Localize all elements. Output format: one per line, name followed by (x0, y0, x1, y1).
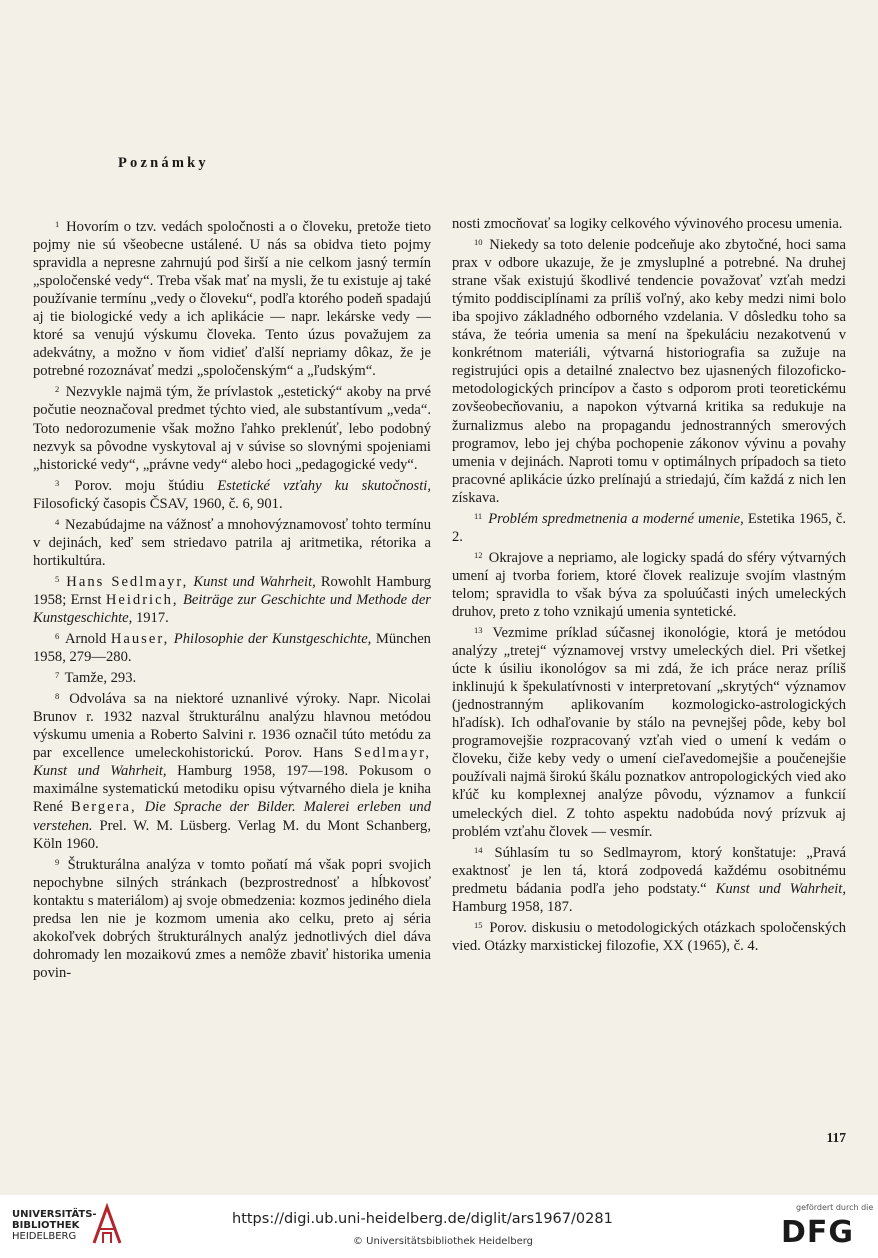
footnote-number: 8 (55, 691, 60, 702)
footnote-title-italic: Estetické vzťahy ku skutočnosti, (217, 477, 431, 494)
footnote-title-italic: Die Sprache der Bilder. Malerei erleben und verstehen. (33, 799, 431, 834)
footnote-title-italic: Beiträge zur Geschichte und Methode der Kunstgeschichte, (33, 591, 431, 626)
footnote (33, 215, 431, 380)
footnote (33, 627, 431, 666)
footnote-number: 11 (474, 510, 483, 521)
footnote (33, 570, 431, 627)
footnote-text: Nezabúdajme na vážnosť a mnohovýznamovosť tohto termínu v dejinách, keď sem striedavo patrila aj aritmetika, rétorika a hortikultúra. (33, 516, 431, 569)
footnote-text: nosti zmocňovať sa logiky celkového vývinového procesu umenia. (452, 216, 843, 232)
viewer-footer (0, 1195, 878, 1258)
footnote-author-spaced: Hauser, (110, 631, 170, 648)
page-number: 117 (826, 1130, 846, 1145)
footnote-text: Niekedy sa toto delenie podceňuje ako zbytočné, hoci sama prax v odbore ukazuje, že je zmysluplné a potrebné. Na druhej strane však existujú škodlivé tendencie považovať vzťah medzi týmito poddisciplínami za príliš voľný, ako keby medzi nimi bolo iba spojivo základného odborného vzdelania. V dôsledku toho sa stáva, že teória umenia sa mení na špekuláciu nezakotvenú v konkrétnom materiáli, výtvarná historiografia sa zužuje na registrujúci opis a detailné znalectvo bez ujasnených filozoficko-metodologických princípov a často s odporom proti teoretickému zovšeobecňovaniu, a napokon výtvarná kritika sa redukuje na žurnalizmus alebo na propagandu jednostranných smerových programov, lebo jej chýba pochopenie zákonov vývinu a povahy umenia v dejinách. Naproti tomu v optimálnych prípadoch sa tieto pracovné aplikácie úzko prelínajú a striedajú, čím každá z nich len získava. (452, 237, 846, 506)
footnote-text: Hamburg 1958, 187. (452, 898, 573, 915)
footnote-text: Štrukturálna analýza v tomto poňatí má však popri svojich nepochybne silných stránkach (bezprostrednosť a hĺbkovosť kontaktu s materiálom) aj svoje obmedzenia: kozmos jediného diela predsa len nie je kozmom umenia ako celku, preto aj séria akokoľvek dobrých štrukturálnych analýz jednotlivých diel dáva dohromady len mozaikovú zmes a nemôže zbaviť historika umenia povin- (33, 856, 431, 981)
footnote-text: Hovorím o tzv. vedách spoločnosti a o človeku, pretože tieto pojmy nie sú všeobecne ustálené. U nás sa obidva tieto pojmy spravidla a nepresne zahrnujú pod širší a nie celkom jasný termín „spoločenské vedy“. Treba však mať na mysli, že tu existuje aj také používanie termínu „vedy o človeku“, podľa ktorého podeň spadajú aj tie biologické vedy a ich aplikácie — napr. lekárske vedy — ktoré sa venujú výskumu človeka. Tento úzus považujem za adekvátny, a možno v ňom vidieť ďalší nepriamy dôkaz, že je potrebné rozoznávať medzi „spoločenským“ a „ľudským“. (33, 219, 431, 380)
footnote-title-italic: Philosophie der Kunstgeschichte, (173, 631, 372, 648)
footnote-title-italic: Problém spredmetnenia a moderné umenie, (488, 510, 744, 527)
library-name-line3: HEIDELBERG (12, 1231, 77, 1242)
library-emblem-icon (90, 1203, 124, 1247)
footnote-text: Vezmime príklad súčasnej ikonológie, ktorá je metódou analýzy „tretej“ významovej vrstvy umeleckých diel. Pri všetkej úcte k úsiliu ikonológov sa mi zdá, že ich práce neraz príliš inklinujú k špekulatívnosti v interpretovaní „skrytých“ významov (jednostranným aplikovaním kozmologicko-astrologických hľadísk). Ich odhaľovanie by stálo na pevnejšej pôde, keby bol programovejšie rozpracovaný vzťah vied o umení k vedám o človeku, čiže keby vedy o umení cieľavedomejšie a poučenejšie používali najmä širokú škálu poznatkov antropologických vied ako kľúč ku komplexnej analýze pôvodu, významov a funkcií umeleckých diel. Z tohto aspektu nadobúda nový prízvuk aj problém vzťahu človek — vesmír. (452, 625, 846, 840)
footnote-text: Nezvykle najmä tým, že prívlastok „estetický“ akoby na prvé počutie neoznačoval predmet týchto vied, ale substantívum „veda“. Toto nedorozumenie však možno ľahko preklenúť, lebo podobný nezvyk sa pôvodne vyskytoval aj v súvise so slovnými spojeniami „historické vedy“, „právne vedy“ alebo hoci „pedagogické vedy“. (33, 384, 431, 473)
footnote-number: 14 (474, 844, 483, 855)
footnote-number: 12 (474, 549, 483, 560)
footnote-author-spaced: Bergera, (71, 799, 137, 816)
permalink-url[interactable]: https://digi.ub.uni-heidelberg.de/diglit/ars1967/0281 (232, 1211, 613, 1227)
footnote-text: Porov. moju štúdiu (61, 477, 218, 494)
footnote-number: 3 (55, 477, 60, 488)
footnote-number: 2 (55, 384, 60, 395)
footnote-text: Prel. W. M. Lüsberg. Verlag M. du Mont Schanberg, Köln 1960. (33, 817, 431, 852)
footnote-text (137, 799, 145, 815)
footnote-text: Okrajove a nepriamo, ale logicky spadá do sféry výtvarných umení aj tvorba foriem, ktoré človek realizuje svojím vlastným telom; spravidla to však býva za spoluúčasti iných umeleckých druhov, preto z toho vznikajú umenia syntetické. (452, 549, 846, 620)
footnote-text: Hamburg 1958, 197—198. Pokusom o maximálne systematickú metodiku opisu výtvarného diela je kniha René (33, 763, 432, 816)
footnote (33, 380, 431, 473)
footnote-number: 4 (55, 516, 60, 527)
footnote-number: 13 (474, 625, 483, 636)
footnote-text: Súhlasím tu so Sedlmayrom, ktorý konštatuje: „Pravá exaktnosť je len tá, ktorá zodpovedá každému osobitnému predmetu bádania podľa jeho podstaty.“ (452, 844, 846, 897)
footnote-title-italic: Kunst und Wahrheit, (33, 763, 167, 780)
dfg-logo[interactable]: DFG (781, 1215, 855, 1250)
footnote (33, 474, 431, 513)
library-name-line2: BIBLIOTHEK (12, 1220, 80, 1231)
footnote (452, 546, 846, 621)
footnote-text: Tamže, 293. (61, 670, 137, 687)
footnote-number: 7 (55, 670, 60, 681)
footnote-number: 10 (474, 237, 483, 248)
footnote (452, 507, 846, 546)
footnote-number: 5 (55, 573, 60, 584)
footnote (33, 687, 431, 852)
footnotes-right-column (452, 215, 846, 955)
footnote-text: Arnold (61, 631, 111, 648)
footnote-title-italic: Kunst und Wahrheit, (193, 573, 316, 590)
footnote-title-italic: Kunst und Wahrheit, (715, 880, 846, 897)
footnote (452, 215, 846, 233)
page-heading: Poznámky (118, 155, 209, 171)
footnote (452, 621, 846, 841)
footnote-number: 1 (55, 219, 60, 229)
footnote-number: 9 (55, 856, 60, 867)
footnote-number: 15 (474, 919, 483, 930)
library-name-line1: UNIVERSITÄTS- (12, 1209, 97, 1220)
footnote-text: Porov. diskusiu o metodologických otázkach spoločenských vied. Otázky marxistickej filozofie, XX (1965), č. 4. (452, 919, 846, 954)
copyright-notice: © Universitätsbibliothek Heidelberg (353, 1236, 534, 1247)
footnote (33, 513, 431, 570)
footnote-text: Odvoláva sa na niektoré uznanlivé výroky. Napr. Nicolai Brunov r. 1932 nazval štrukturálnu analýzu hlavnou metódou výskumu umenia a Roberto Salvini r. 1936 označil túto metódu za par excellence umeleckohistorickú. Porov. Hans (33, 691, 431, 762)
footnote (33, 666, 431, 687)
footnote-text: 1917. (132, 609, 169, 626)
footnotes-left-column (33, 215, 431, 982)
footnote-text: München 1958, 279—280. (33, 631, 431, 666)
footnote-text: Rowohlt Hamburg 1958; Ernst (33, 573, 431, 608)
footnote (452, 916, 846, 955)
footnote (452, 841, 846, 916)
footnote (452, 233, 846, 507)
footnote-text: Estetika 1965, č. 2. (452, 510, 846, 545)
footnote (33, 853, 431, 982)
dfg-funding-note: gefördert durch die (796, 1203, 874, 1212)
footnote-author-spaced: Heidrich, (105, 591, 179, 608)
footnote-author-spaced: Hans Sedlmayr, (66, 573, 189, 590)
footnote-author-spaced: Sedlmayr, (354, 745, 431, 762)
footnote-text: Filosofický časopis ČSAV, 1960, č. 6, 901. (33, 495, 283, 512)
footnote-number: 6 (55, 631, 60, 642)
